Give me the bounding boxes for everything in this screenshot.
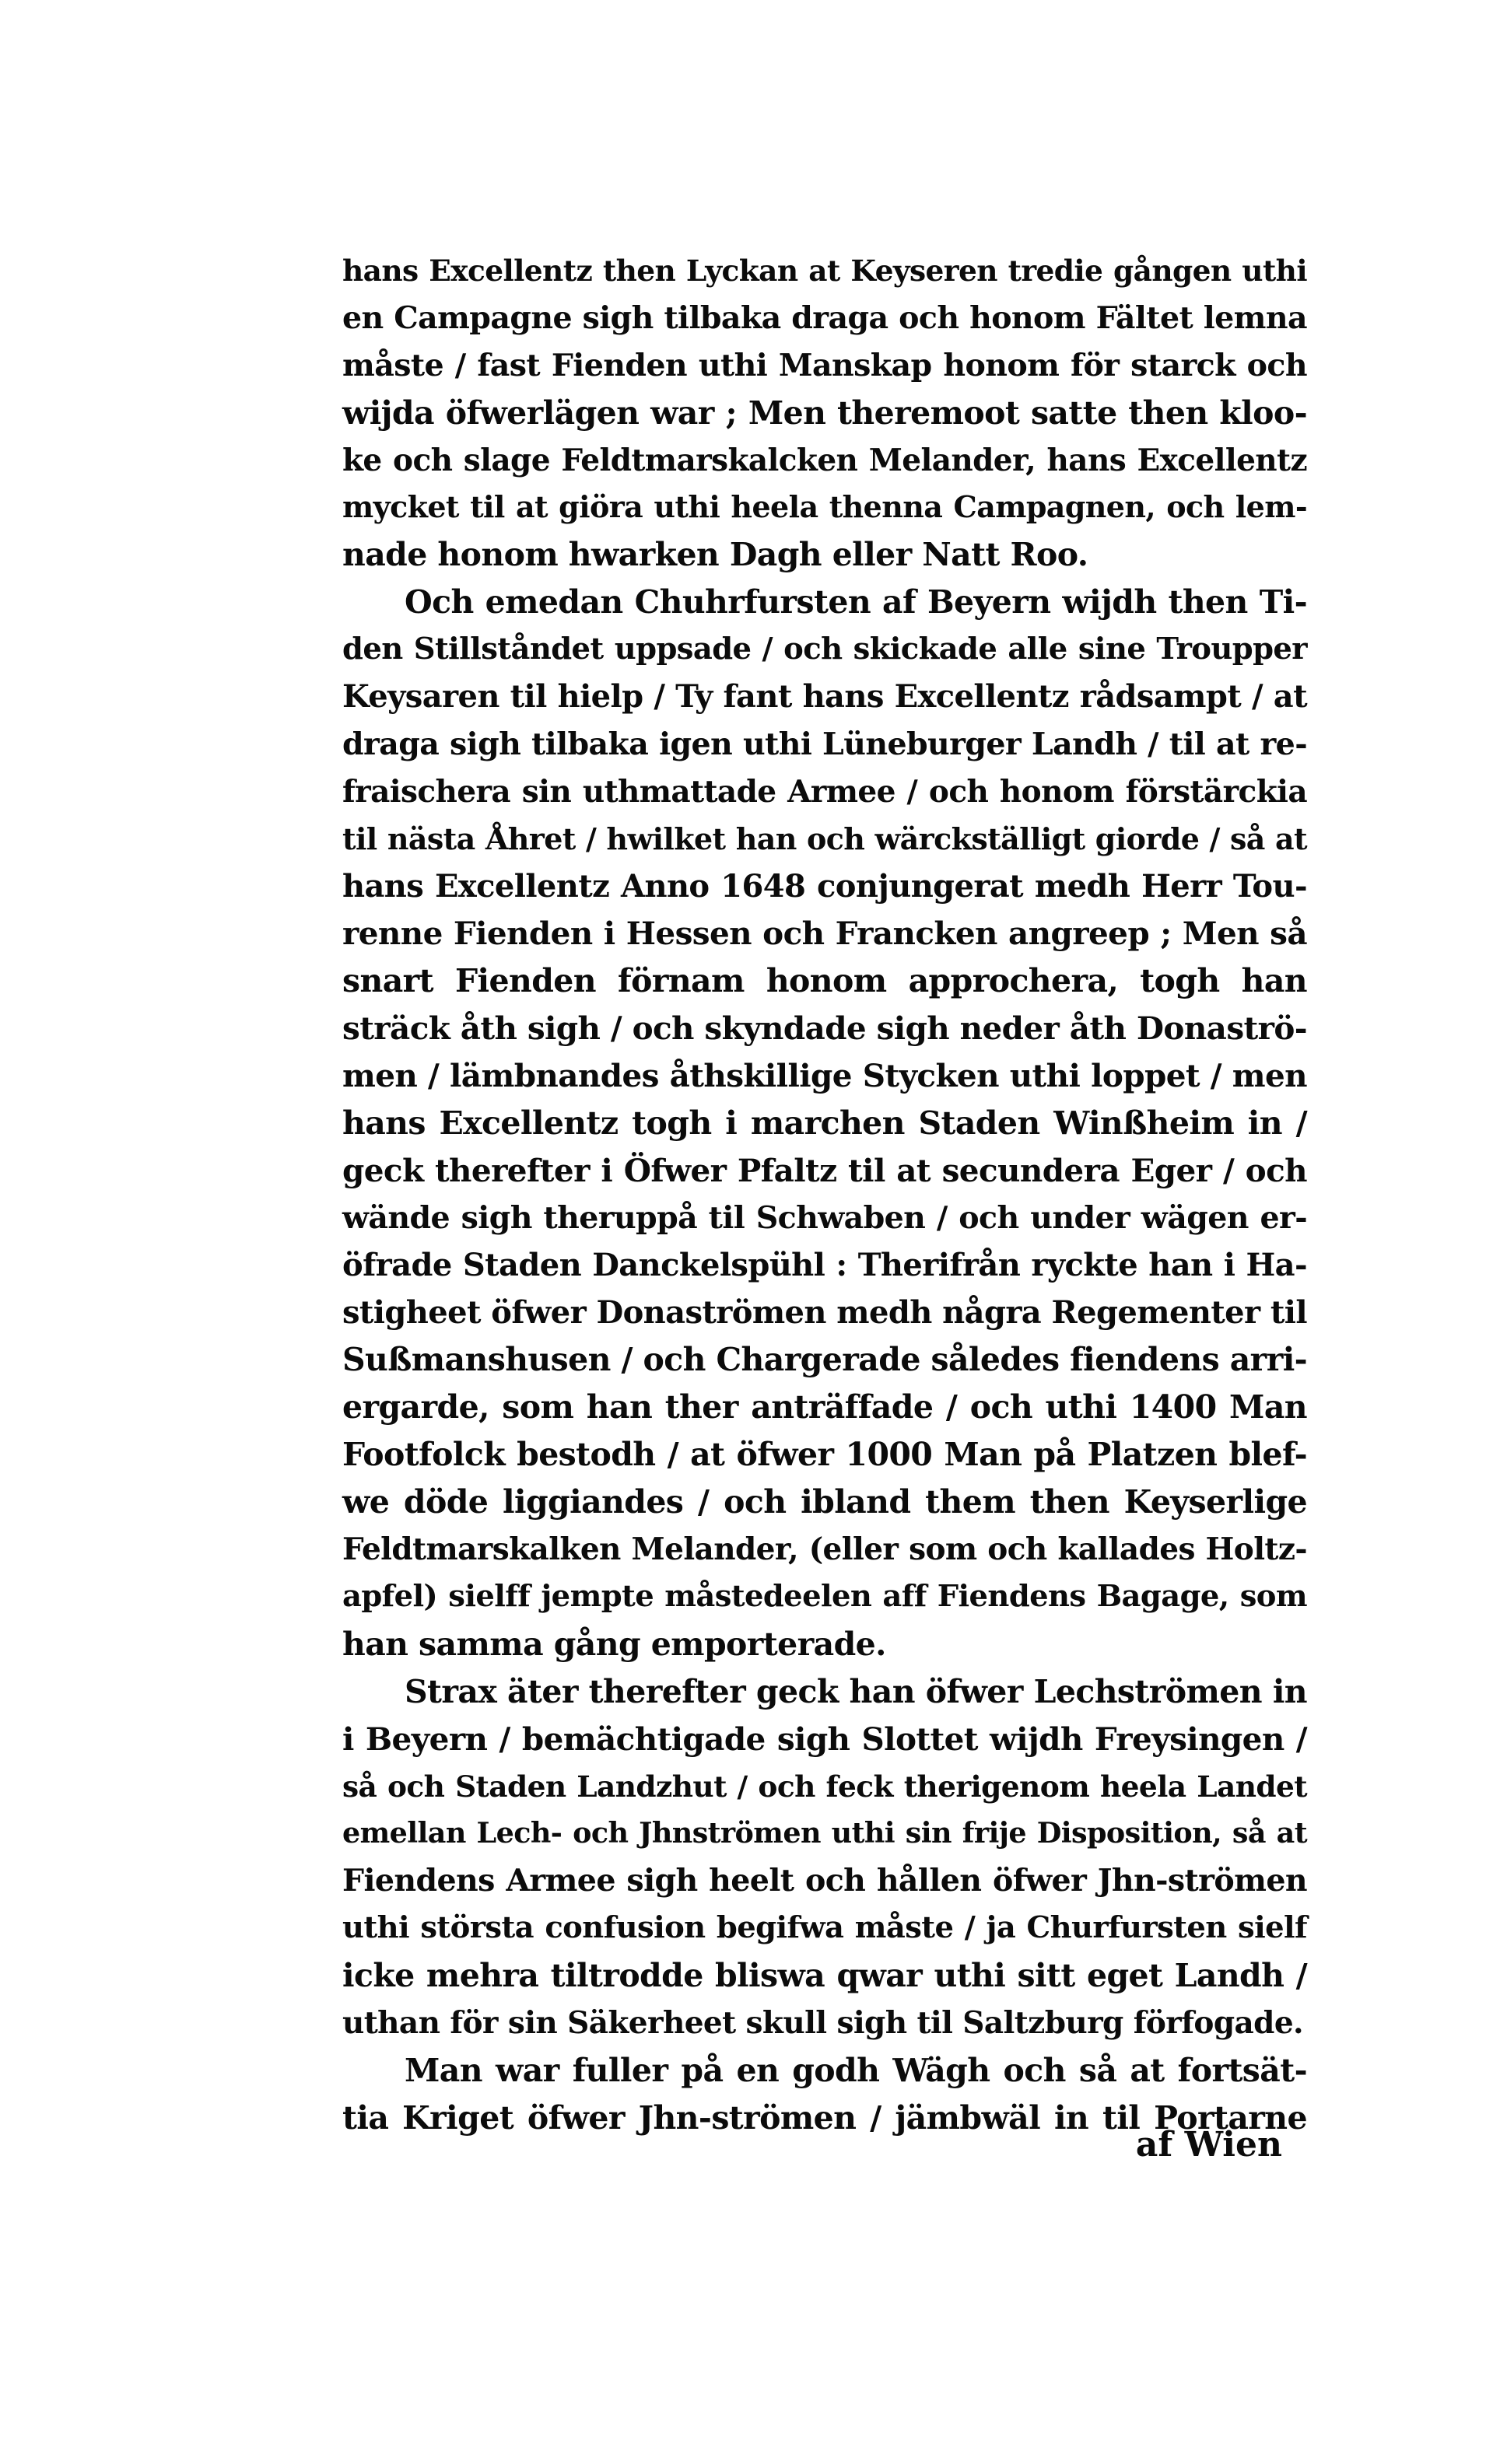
- text-line: hans Excellentz togh i marchen Staden Winßheim in /: [342, 1104, 1307, 1143]
- text-line: fraischera sin uthmattade Armee / och honom förstärckia: [342, 773, 1307, 810]
- text-line: hans Excellentz then Lyckan at Keyseren tredie gången uthi: [342, 254, 1307, 288]
- text-line: öfrade Staden Danckelspühl : Therifrån ryckte han i Ha-: [342, 1246, 1307, 1283]
- text-line: sträck åth sigh / och skyndade sigh neder åth Donaströ-: [342, 1010, 1307, 1048]
- text-line: tia Kriget öfwer Jhn-strömen / jämbwäl in til Portarne: [342, 2098, 1307, 2137]
- catchword: af Wien: [1135, 2125, 1282, 2165]
- text-line: geck therefter i Öfwer Pfaltz til at secundera Eger / och: [342, 1151, 1307, 1189]
- text-line: Footfolck bestodh / at öfwer 1000 Man på Platzen blef-: [342, 1436, 1307, 1474]
- text-line: Sußmanshusen / och Chargerade således fiendens arri-: [342, 1341, 1308, 1379]
- text-line: snart Fienden förnam honom approchera, togh han: [342, 962, 1307, 1000]
- text-line: apfel) sielff jempte måstedeelen aff Fiendens Bagage, som: [342, 1578, 1307, 1614]
- text-line: hans Excellentz Anno 1648 conjungerat medh Herr Tou-: [342, 867, 1307, 905]
- text-line: stigheet öfwer Donaströmen medh några Regementer til: [342, 1293, 1307, 1331]
- text-line: Feldtmarskalken Melander, (eller som och kallades Holtz-: [342, 1531, 1307, 1568]
- body-text: [342, 247, 1307, 2142]
- text-line: Strax äter therefter geck han öfwer Lechströmen in: [405, 1672, 1307, 1710]
- text-line: den Stillståndet uppsade / och skickade alle sine Troupper: [342, 632, 1307, 667]
- text-line: en Campagne sigh tilbaka draga och honom Fältet lemna: [342, 299, 1307, 336]
- text-line: til nästa Åhret / hwilket han och wärckställigt giorde / så at: [342, 821, 1307, 856]
- text-line: icke mehra tiltrodde bliswa qwar uthi sitt eget Landh /: [342, 1957, 1307, 1995]
- text-line: ke och slage Feldtmarskalcken Melander, hans Excellentz: [342, 442, 1307, 478]
- text-line: så och Staden Landzhut / och feck therigenom heela Landet: [342, 1769, 1307, 1804]
- text-line: Man war fuller på en godh Wägh och så at fortsät-: [405, 2051, 1307, 2089]
- text-line: mycket til at giöra uthi heela thenna Campagnen, och lem-: [342, 489, 1307, 525]
- text-line: han samma gång emporterade.: [342, 1625, 886, 1663]
- text-line: Fiendens Armee sigh heelt och hållen öfwer Jhn-strömen: [342, 1863, 1307, 1899]
- text-line: wände sigh theruppå til Schwaben / och under wägen er-: [342, 1199, 1307, 1236]
- text-line: i Beyern / bemächtigade sigh Slottet wijdh Freysingen /: [342, 1720, 1307, 1758]
- text-line: Och emedan Chuhrfursten af Beyern wijdh then Ti-: [405, 583, 1307, 621]
- text-line: men / lämbnandes åthskillige Stycken uthi loppet / men: [342, 1057, 1307, 1095]
- text-line: uthi största confusion begifwa måste / ja Churfursten sielf: [342, 1910, 1307, 1946]
- text-line: we döde liggiandes / och ibland them then Keyserlige: [342, 1483, 1307, 1521]
- text-line: draga sigh tilbaka igen uthi Lüneburger Landh / til at re-: [342, 726, 1307, 762]
- text-line: emellan Lech- och Jhnströmen uthi sin frije Disposition, så at: [342, 1816, 1307, 1850]
- text-line: renne Fienden i Hessen och Francken angreep ; Men så: [342, 915, 1307, 953]
- text-line: uthan för sin Säkerheet skull sigh til Saltzburg förfogade.: [342, 2004, 1304, 2041]
- text-line: wijda öfwerlägen war ; Men theremoot satte then kloo-: [342, 394, 1307, 432]
- text-line: måste / fast Fienden uthi Manskap honom för starck och: [342, 347, 1307, 383]
- text-line: nade honom hwarken Dagh eller Natt Roo.: [342, 536, 1088, 574]
- text-line: Keysaren til hielp / Ty fant hans Excellentz rådsampt / at: [342, 678, 1307, 716]
- text-line: ergarde, som han ther anträffade / och uthi 1400 Man: [342, 1388, 1307, 1426]
